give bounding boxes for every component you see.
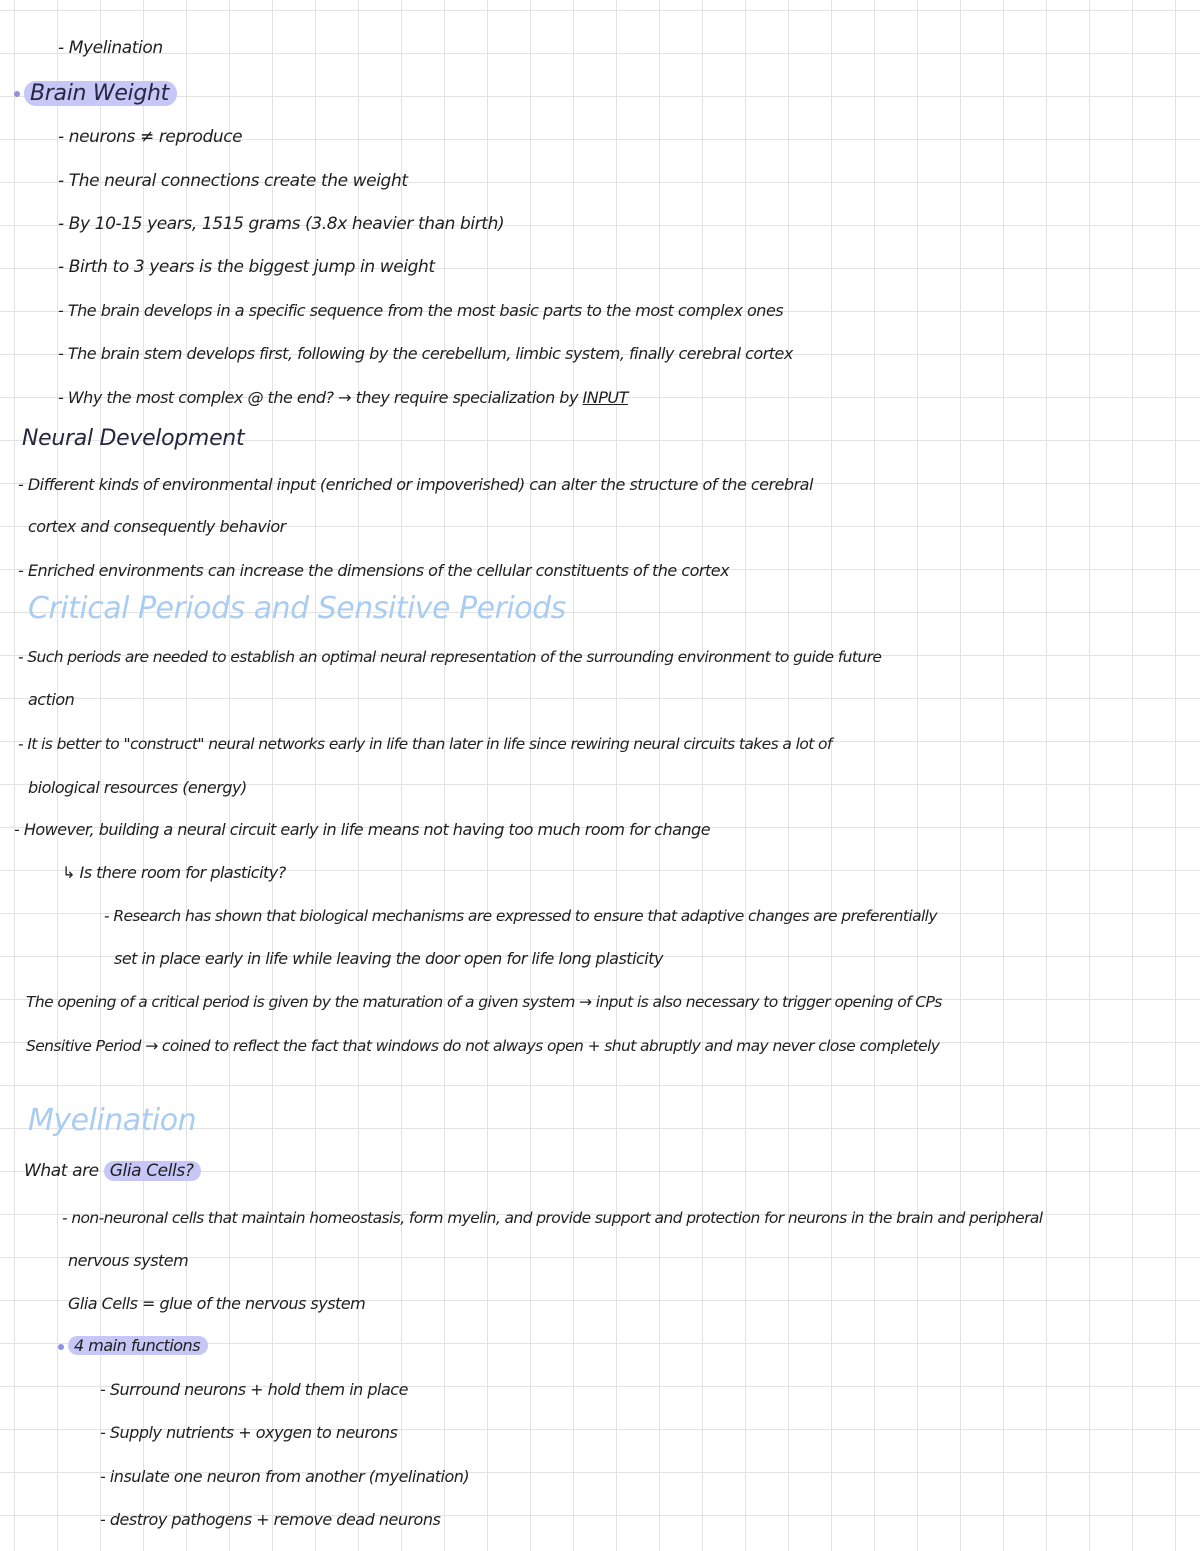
critical-periods-line-2: - It is better to "construct" neural networks early in life than later in life since rewiring neural circuits takes a lot of [18, 735, 832, 753]
brain-weight-heading-text: Brain Weight [24, 81, 177, 106]
main-functions-heading [58, 1334, 208, 1358]
glia-question [24, 1159, 201, 1183]
brain-weight-heading [14, 77, 177, 111]
brain-weight-line-2: - The neural connections create the weight [58, 171, 408, 191]
glia-line-2: Glia Cells = glue of the nervous system [68, 1294, 366, 1313]
brain-weight-line-7-text: - Why the most complex @ the end? → they require specialization by [58, 388, 583, 407]
myelination-heading: Myelination [28, 1103, 197, 1138]
neural-development-line-1-cont: cortex and consequently behavior [28, 517, 286, 536]
glia-question-prefix: What are [24, 1161, 104, 1181]
myelination-note-line: - Myelination [58, 38, 163, 58]
input-emphasis: INPUT [582, 388, 628, 407]
critical-periods-heading: Critical Periods and Sensitive Periods [28, 591, 566, 626]
brain-weight-line-7 [58, 386, 628, 410]
bullet-dot-icon [58, 1344, 64, 1350]
critical-periods-line-6: The opening of a critical period is given by the maturation of a given system → input is also necessary to trigger opening of CPs [26, 993, 942, 1011]
glia-line-1-cont: nervous system [68, 1251, 189, 1270]
brain-weight-line-3: - By 10-15 years, 1515 grams (3.8x heavier than birth) [58, 214, 505, 234]
function-item-2: - Supply nutrients + oxygen to neurons [100, 1423, 398, 1442]
critical-periods-line-1: - Such periods are needed to establish an optimal neural representation of the surrounding environment to guide future [18, 648, 882, 666]
bullet-dot-icon [14, 91, 20, 97]
brain-weight-line-1: - neurons ≠ reproduce [58, 127, 243, 147]
critical-periods-line-1-cont: action [28, 690, 75, 709]
function-item-3: - insulate one neuron from another (myelination) [100, 1467, 470, 1486]
glia-line-1: - non-neuronal cells that maintain homeostasis, form myelin, and provide support and protection for neurons in the brain and peripheral [62, 1209, 1043, 1227]
critical-periods-line-5: - Research has shown that biological mechanisms are expressed to ensure that adaptive changes are preferentially [104, 907, 937, 925]
critical-periods-line-5-cont: set in place early in life while leaving the door open for life long plasticity [114, 949, 663, 968]
brain-weight-line-4: - Birth to 3 years is the biggest jump in weight [58, 257, 435, 277]
brain-weight-line-5: - The brain develops in a specific sequence from the most basic parts to the most complex ones [58, 301, 784, 320]
neural-development-line-1: - Different kinds of environmental input (enriched or impoverished) can alter the structure of the cerebral [18, 475, 813, 494]
function-item-4: - destroy pathogens + remove dead neurons [100, 1510, 441, 1529]
function-item-1: - Surround neurons + hold them in place [100, 1380, 408, 1399]
main-functions-text: 4 main functions [68, 1336, 208, 1355]
critical-periods-line-4: ↳ Is there room for plasticity? [62, 863, 286, 882]
critical-periods-line-3: - However, building a neural circuit early in life means not having too much room for change [14, 820, 711, 839]
critical-periods-line-7: Sensitive Period → coined to reflect the fact that windows do not always open + shut abruptly and may never close completely [26, 1037, 940, 1055]
critical-periods-line-2-cont: biological resources (energy) [28, 778, 247, 797]
neural-development-line-2: - Enriched environments can increase the dimensions of the cellular constituents of the cortex [18, 561, 730, 580]
neural-development-heading: Neural Development [22, 426, 245, 451]
glia-cells-highlight: Glia Cells? [104, 1161, 202, 1181]
brain-weight-line-6: - The brain stem develops first, following by the cerebellum, limbic system, finally cerebral cortex [58, 344, 793, 363]
